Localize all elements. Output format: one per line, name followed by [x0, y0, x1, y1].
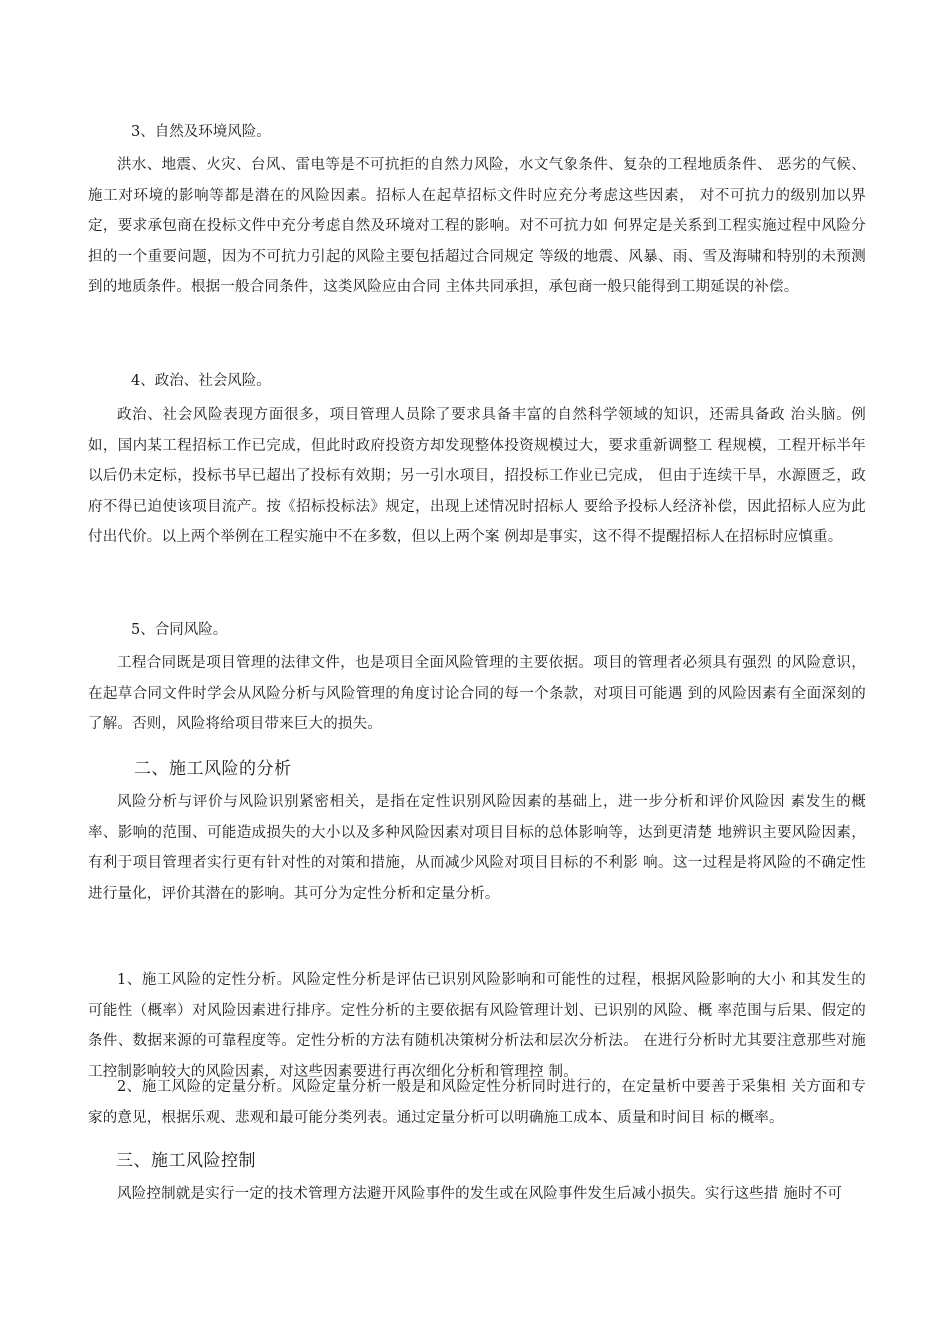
item-5-paragraph: 工程合同既是项目管理的法律文件，也是项目全面风险管理的主要依据。项目的管理者必须具有强烈 的风险意识，在起草合同文件时学会从风险分析与风险管理的角度讨论合同的每一个条款，对项目可能遇 到的风险因素有全面深刻的了解。否则，风险将给项目带来巨大的损失。	[88, 655, 866, 733]
item-4-label: 4、政治、社会风险。	[131, 373, 271, 389]
section-2-heading: 二、施工风险的分析	[134, 759, 292, 779]
item-4-paragraph: 政治、社会风险表现方面很多，项目管理人员除了要求具备丰富的自然科学领域的知识，还需具备政 治头脑。例如，国内某工程招标工作已完成，但此时政府投资方却发现整体投资规模过大，要求重新调整工 程规模，工程开标半年以后仍未定标，投标书早已超出了投标有效期；另一引水项目，招投标工作业已完成， 但由于连续干旱，水源匮乏，政府不得已迫使该项目流产。按《招标投标法》规定，出现上述情况时招标人 要给予投标人经济补偿，因此招标人应为此付出代价。以上两个举例在工程实施中不在多数，但以上两个案 例却是事实，这不得不提醒招标人在招标时应慎重。	[88, 407, 866, 546]
item-3-label: 3、自然及环境风险。	[131, 124, 271, 140]
section-3-intro: 风险控制就是实行一定的技术管理方法避开风险事件的发生或在风险事件发生后减小损失。实行这些措 施时不可	[117, 1186, 843, 1202]
section-2-quantitative-analysis: 2、施工风险的定量分析。风险定量分析一般是和风险定性分析同时进行的，在定量析中要善于采集相 关方面和专家的意见，根据乐观、悲观和最可能分类列表。通过定量分析可以明确施工成本、质量和时间目 标的概率。	[88, 1079, 866, 1126]
section-2-intro: 风险分析与评价与风险识别紧密相关，是指在定性识别风险因素的基础上，进一步分析和评价风险因 素发生的概率、影响的范围、可能造成损失的大小以及多种风险因素对项目目标的总体影响等，达到更清楚 地辨识主要风险因素，有利于项目管理者实行更有针对性的对策和措施，从而减少风险对项目目标的不利影 响。这一过程是将风险的不确定性进行量化，评价其潜在的影响。其可分为定性分析和定量分析。	[88, 794, 866, 902]
item-3-paragraph: 洪水、地震、火灾、台风、雷电等是不可抗拒的自然力风险，水文气象条件、复杂的工程地质条件、 恶劣的气候、施工对环境的影响等都是潜在的风险因素。招标人在起草招标文件时应充分考虑这些因素， 对不可抗力的级别加以界定，要求承包商在投标文件中充分考虑自然及环境对工程的影响。对不可抗力如 何界定是关系到工程实施过程中风险分担的一个重要问题，因为不可抗力引起的风险主要包括超过合同规定 等级的地震、风暴、雨、雪及海啸和特别的未预测到的地质条件。根据一般合同条件，这类风险应由合同 主体共同承担，承包商一般只能得到工期延误的补偿。	[88, 157, 866, 296]
item-5-label: 5、合同风险。	[131, 622, 228, 638]
section-2-qualitative-analysis: 1、施工风险的定性分析。风险定性分析是评估已识别风险影响和可能性的过程，根据风险影响的大小 和其发生的可能性（概率）对风险因素进行排序。定性分析的主要依据有风险管理计划、已识别的风险、概 率范围与后果、假定的条件、数据来源的可靠程度等。定性分析的方法有随机决策树分析法和层次分析法。 在进行分析时尤其要注意那些对施工控制影响较大的风险因素，对这些因素要进行再次细化分析和管理控 制。	[88, 972, 866, 1080]
section-3-heading: 三、施工风险控制	[116, 1151, 256, 1171]
